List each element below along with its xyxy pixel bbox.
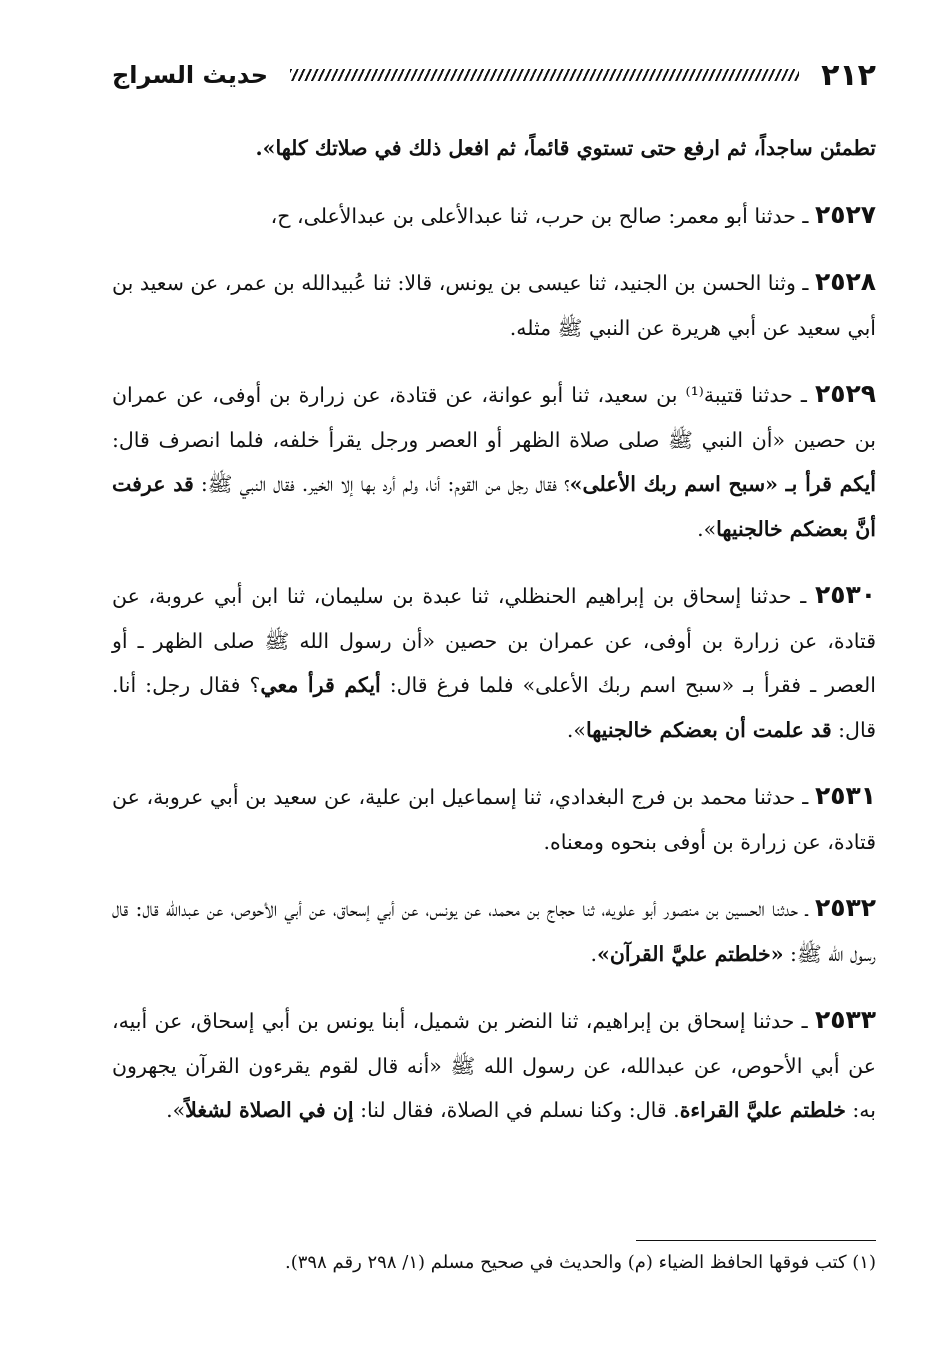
hadith-number: ٢٥٣٢	[814, 893, 876, 922]
hadith-quote: أيكم قرأ معي	[260, 673, 381, 697]
hadith-text: ـ حدثنا إسحاق بن إبراهيم، ثنا النضر بن شميل، أبنا يونس بن أبي إسحاق، عن أبيه، عن أبي الأحوص، عن عبدالله، عن رسول الله ﷺ «أنه قال لقوم يقرءون القرآن يجهرون به:	[112, 1009, 876, 1122]
hadith-quote: إن في الصلاة لشغلاً	[185, 1098, 354, 1122]
hadith-text: ؟ فقال رجل: أنا. قال:	[112, 673, 876, 742]
hadith-text: ».	[166, 1098, 186, 1122]
hadith-text: ـ حدثنا الحسين بن منصور أبو علويه، ثنا حجاج بن محمد، عن يونس، عن أبي إسحاق، عن أبي الأحوص، عن عبدالله قال: قال رسول الله ﷺ:	[112, 897, 876, 966]
hadith-quote: قد عرفت أنَّ بعضكم خالجنيها	[112, 472, 876, 541]
hadith-text: ـ حدثنا محمد بن فرج البغدادي، ثنا إسماعيل ابن علية، عن سعيد بن أبي عروبة، عن قتادة، عن زرارة بن أوفى بنحوه ومعناه.	[112, 785, 876, 854]
hadith-2531	[112, 774, 876, 864]
hadith-2533	[112, 998, 876, 1133]
hadith-2530	[112, 573, 876, 752]
hadith-quote: قد علمت أن بعضكم خالجنيها	[585, 717, 832, 742]
running-title: حديث السراج	[112, 61, 269, 89]
hadith-text: ـ حدثنا أبو معمر: صالح بن حرب، ثنا عبدالأعلى بن عبدالأعلى، ح،	[270, 203, 809, 228]
footnote: (١) كتب فوقها الحافظ الضياء (م) والحديث في صحيح مسلم (١/ ٢٩٨ رقم ٣٩٨).	[285, 1252, 876, 1273]
hadith-text: ؟ فقال رجل من القوم: أنا، ولم أرد بها إلا الخير. فقال النبي ﷺ:	[193, 472, 570, 496]
hadith-text: ـ حدثنا قتيبة⁽¹⁾ بن سعيد، ثنا أبو عوانة، عن قتادة، عن زرارة بن أوفى، عن عمران بن حصين «أن النبي ﷺ صلى صلاة الظهر أو العصر ورجل يقرأ خلفه، فلما انصرف قال:	[112, 383, 876, 452]
hadith-text: . قال: وكنا نسلم في الصلاة، فقال لنا:	[353, 1098, 680, 1122]
hadith-quote: أيكم قرأ بـ «سبح اسم ربك الأعلى»	[569, 472, 876, 496]
hadith-quote: خلطتم عليَّ القراءة	[679, 1098, 846, 1122]
hadith-text: ».	[566, 717, 586, 742]
page-header	[112, 52, 876, 98]
hadith-2527	[112, 193, 876, 239]
hadith-text: ».	[697, 516, 717, 541]
page-number: ٢١٢	[821, 57, 876, 93]
hadith-number: ٢٥٣١	[814, 781, 876, 810]
hadith-text: ـ حدثنا إسحاق بن إبراهيم الحنظلي، ثنا عبدة بن سليمان، ثنا ابن أبي عروبة، عن قتادة، عن زرارة بن أوفى، عن عمران بن حصين «أن رسول الله ﷺ صلى الظهر ـ أو العصر ـ فقرأ بـ «سبح اسم ربك الأعلى» فلما فرغ قال:	[112, 584, 876, 697]
footnote-divider	[636, 1240, 876, 1241]
hadith-quote: «خلطتم عليَّ القرآن»	[597, 941, 784, 966]
header-rule	[290, 69, 799, 81]
hadith-number: ٢٥٣٣	[814, 1005, 876, 1034]
continued-text: تطمئن ساجداً، ثم ارفع حتى تستوي قائماً، ثم افعل ذلك في صلاتك كلها».	[255, 136, 876, 160]
book-page	[112, 52, 876, 1155]
hadith-number: ٢٥٣٠	[814, 580, 876, 609]
hadith-text: ـ وثنا الحسن بن الجنيد، ثنا عيسى بن يونس، قالا: ثنا عُبيدالله بن عمر، عن سعيد بن أبي سعيد عن أبي هريرة عن النبي ﷺ مثله.	[112, 271, 876, 340]
hadith-2529	[112, 372, 876, 551]
hadith-2528	[112, 260, 876, 350]
hadith-number: ٢٥٢٧	[814, 199, 876, 229]
hadith-number: ٢٥٢٩	[814, 379, 876, 408]
hadith-2532	[112, 886, 876, 976]
hadith-text: .	[590, 941, 598, 966]
page-body	[112, 126, 876, 1133]
hadith-number: ٢٥٢٨	[814, 267, 876, 296]
